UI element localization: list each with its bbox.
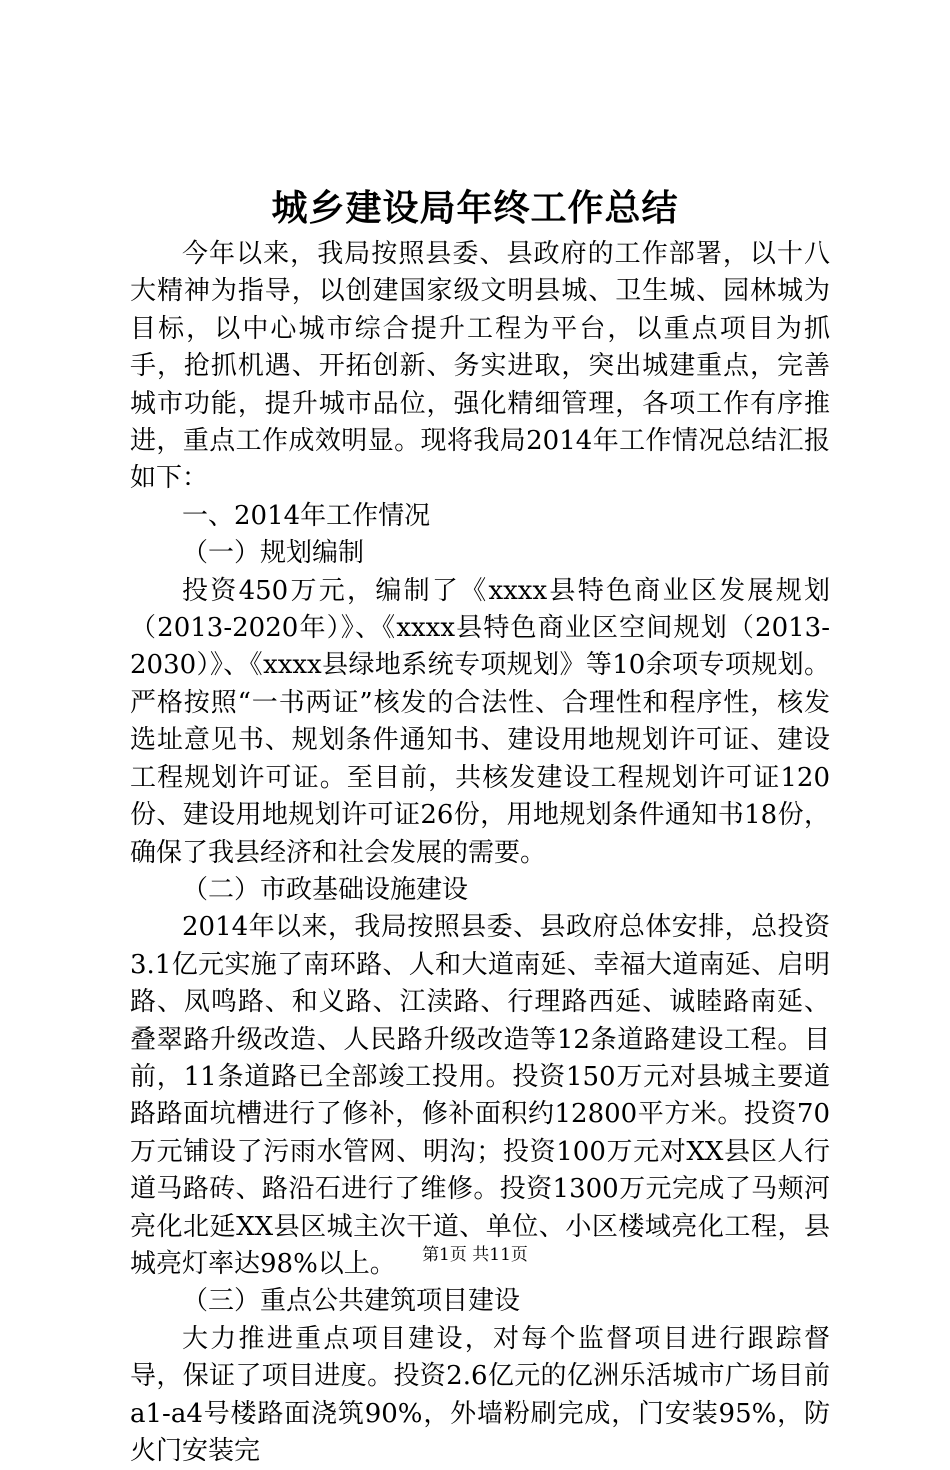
subsection-heading-public-buildings: （三）重点公共建筑项目建设 [182, 1286, 521, 1317]
subsection-heading-infrastructure: （二）市政基础设施建设 [182, 874, 469, 905]
subsection-heading-planning: （一）规划编制 [182, 538, 365, 569]
section-heading-work-status: 一、2014年工作情况 [182, 500, 431, 531]
public-buildings-paragraph: 大力推进重点项目建设，对每个监督项目进行跟踪督导，保证了项目进度。投资2.6亿元的亿洲乐活城市广场目前a1-a4号楼路面浇筑90%，外墙粉刷完成，门安装95%，防火门安装完 [130, 1323, 830, 1466]
intro-paragraph: 今年以来，我局按照县委、县政府的工作部署，以十八大精神为指导，以创建国家级文明县城、卫生城、园林城为目标，以中心城市综合提升工程为平台，以重点项目为抓手，抢抓机遇、开拓创新、务实进取，突出城建重点，完善城市功能，提升城市品位，强化精细管理，各项工作有序推进，重点工作成效明显。现将我局2014年工作情况总结汇报如下： [130, 239, 830, 494]
infrastructure-paragraph: 2014年以来，我局按照县委、县政府总体安排，总投资3.1亿元实施了南环路、人和大道南延、幸福大道南延、启明路、凤鸣路、和义路、江渎路、行理路西延、诚睦路南延、叠翠路升级改造、人民路升级改造等12条道路建设工程。目前，11条道路已全部竣工投用。投资150万元对县城主要道路路面坑槽进行了修补，修补面积约12800平方米。投资70万元铺设了污雨水管网、明沟；投资100万元对XX县区人行道马路砖、路沿石进行了维修。投资1300万元完成了马颊河亮化北延XX县区城主次干道、单位、小区楼域亮化工程，县城亮灯率达98%以上。 [130, 912, 830, 1279]
document-title: 城乡建设局年终工作总结 [271, 187, 679, 229]
document-body [130, 236, 830, 1470]
page-footer: 第1页 共11页 [422, 1245, 528, 1265]
planning-paragraph: 投资450万元，编制了《xxxx县特色商业区发展规划（2013-2020年）》、《xxxx县特色商业区空间规划（2013-2030）》、《xxxx县绿地系统专项规划》等10余项专项规划。严格按照“一书两证”核发的合法性、合理性和程序性，核发选址意见书、规划条件通知书、建设用地规划许可证、建设工程规划许可证。至目前，共核发建设工程规划许可证120份、建设用地规划许可证26份，用地规划条件通知书18份，确保了我县经济和社会发展的需要。 [130, 575, 830, 868]
